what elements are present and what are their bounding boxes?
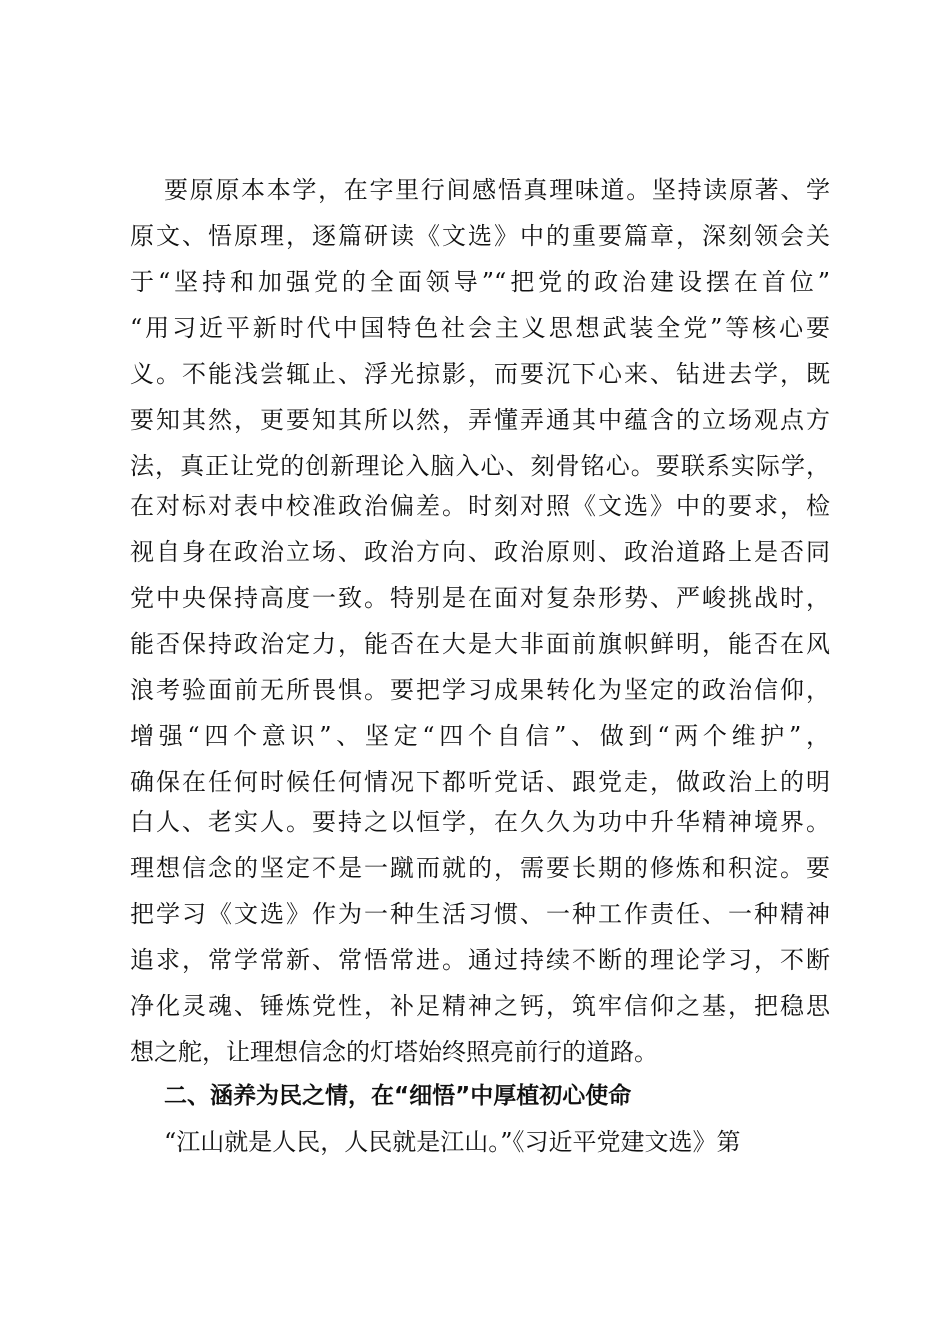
- paragraph-line: “江山就是人民，人民就是江山。”《习近平党建文选》第: [164, 1128, 741, 1156]
- paragraph-line: 想之舵，让理想信念的灯塔始终照亮前行的道路。: [130, 1038, 658, 1066]
- paragraph-line: 追求，常学常新、常悟常进。通过持续不断的理论学习，不断: [130, 946, 830, 974]
- paragraph-line: 原文、悟原理，逐篇研读《文选》中的重要篇章，深刻领会关: [130, 222, 830, 250]
- paragraph-line: 在对标对表中校准政治偏差。时刻对照《文选》中的要求，检: [130, 492, 830, 520]
- paragraph-line: 确保在任何时候任何情况下都听党话、跟党走，做政治上的明: [130, 768, 830, 796]
- section-heading: 二、涵养为民之情，在“细悟”中厚植初心使命: [164, 1083, 632, 1109]
- paragraph-line: 党中央保持高度一致。特别是在面对复杂形势、严峻挑战时，: [130, 584, 830, 612]
- paragraph-line: 视自身在政治立场、政治方向、政治原则、政治道路上是否同: [130, 538, 830, 566]
- paragraph-line: 浪考验面前无所畏惧。要把学习成果转化为坚定的政治信仰，: [130, 676, 830, 704]
- paragraph-line: 于“坚持和加强党的全面领导”“把党的政治建设摆在首位”: [130, 268, 830, 296]
- paragraph-line: 要知其然，更要知其所以然，弄懂弄通其中蕴含的立场观点方: [130, 406, 830, 434]
- paragraph-line: 能否保持政治定力，能否在大是大非面前旗帜鲜明，能否在风: [130, 630, 830, 658]
- paragraph-line: 把学习《文选》作为一种生活习惯、一种工作责任、一种精神: [130, 900, 830, 928]
- paragraph-line: 法，真正让党的创新理论入脑入心、刻骨铭心。要联系实际学，: [130, 452, 830, 480]
- paragraph-line: 要原原本本学，在字里行间感悟真理味道。坚持读原著、学: [164, 176, 830, 204]
- paragraph-line: 义。不能浅尝辄止、浮光掠影，而要沉下心来、钻进去学，既: [130, 360, 830, 388]
- paragraph-line: 理想信念的坚定不是一蹴而就的，需要长期的修炼和积淀。要: [130, 854, 830, 882]
- paragraph-line: 白人、老实人。要持之以恒学，在久久为功中升华精神境界。: [130, 808, 830, 836]
- paragraph-line: 增强“四个意识”、坚定“四个自信”、做到“两个维护”，: [130, 722, 830, 750]
- paragraph-line: “用习近平新时代中国特色社会主义思想武装全党”等核心要: [130, 314, 830, 342]
- paragraph-line: 净化灵魂、锤炼党性，补足精神之钙，筑牢信仰之基，把稳思: [130, 992, 830, 1020]
